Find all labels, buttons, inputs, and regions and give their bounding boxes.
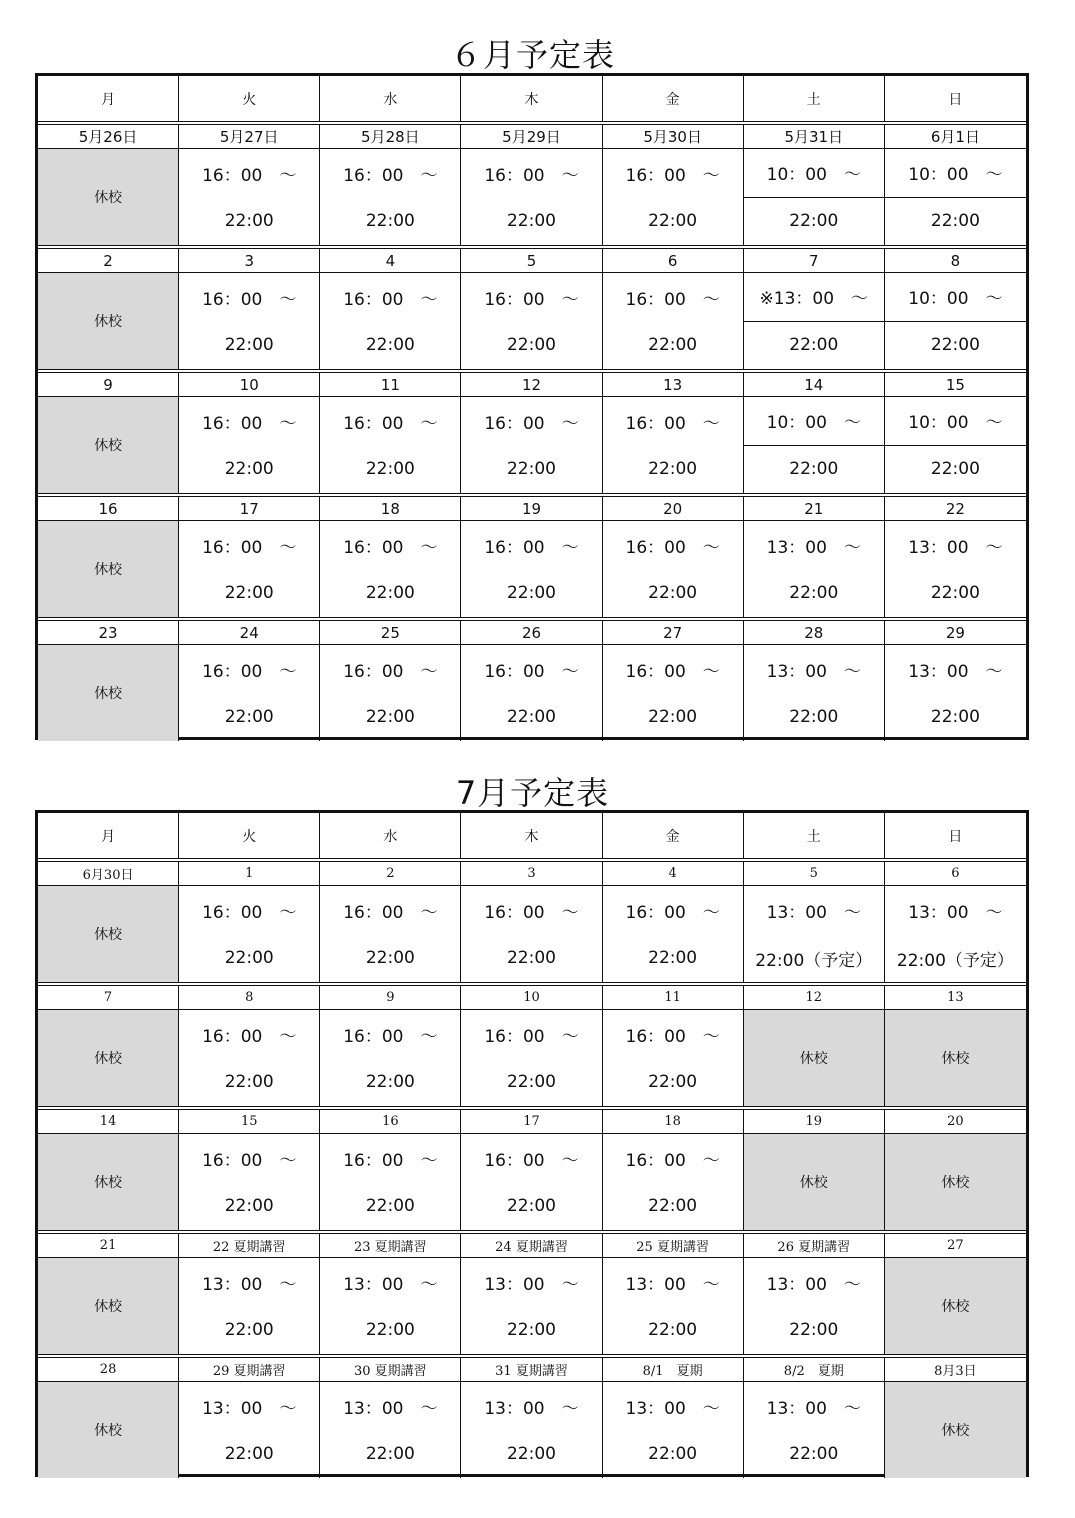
end-time: 22:00 bbox=[648, 1196, 698, 1216]
july-title: 7月予定表 bbox=[455, 774, 610, 812]
weekday-label: 金 bbox=[603, 76, 744, 121]
hours-row bbox=[38, 521, 1026, 617]
hours-cell bbox=[603, 521, 744, 617]
end-time: 22:00 bbox=[648, 948, 698, 968]
start-time: 16：00 ～ bbox=[625, 1026, 720, 1047]
end-time: 22:00 bbox=[224, 1196, 274, 1216]
date-label: 8 bbox=[950, 251, 961, 270]
week-row bbox=[38, 497, 1026, 621]
end-time: 22:00 bbox=[648, 1320, 698, 1340]
date-label: 17 bbox=[179, 497, 320, 520]
closed-cell: 休校 bbox=[38, 521, 179, 617]
july-calendar bbox=[35, 810, 1029, 1477]
hours-cell bbox=[179, 1010, 320, 1106]
start-time: 10：00 ～ bbox=[744, 397, 884, 446]
end-time: 22:00 bbox=[506, 583, 556, 603]
weekday-label: 金 bbox=[603, 813, 744, 858]
end-time: 22:00 bbox=[930, 459, 980, 480]
hours-cell bbox=[461, 1258, 602, 1354]
start-time: 13：00 ～ bbox=[908, 902, 1003, 923]
date-label: 29 夏期講習 bbox=[179, 1358, 320, 1381]
end-time: 22:00 bbox=[789, 335, 839, 356]
date-label: 29 bbox=[945, 623, 965, 642]
date-label: 18 bbox=[320, 497, 461, 520]
end-time: 22:00 bbox=[224, 1072, 274, 1092]
date-row bbox=[38, 249, 1026, 273]
date-label: 3 bbox=[461, 862, 602, 885]
date-label: 5 bbox=[461, 249, 602, 272]
start-time: 16：00 ～ bbox=[484, 1026, 579, 1047]
start-time: 16：00 ～ bbox=[625, 537, 720, 558]
start-time: 13：00 ～ bbox=[908, 537, 1003, 558]
date-label: 6 bbox=[951, 866, 960, 881]
date-row bbox=[38, 1358, 1026, 1382]
date-label: 5月27日 bbox=[179, 125, 320, 148]
date-label: 6 bbox=[603, 249, 744, 272]
hours-cell bbox=[744, 1258, 885, 1354]
end-time: 22:00 bbox=[506, 1444, 556, 1464]
weekday-label: 日 bbox=[948, 91, 963, 108]
hours-cell bbox=[885, 645, 1026, 741]
start-time: 16：00 ～ bbox=[202, 661, 297, 682]
start-time: 16：00 ～ bbox=[625, 165, 720, 186]
date-label: 5月26日 bbox=[38, 125, 179, 148]
closed-cell: 休校 bbox=[38, 273, 179, 369]
date-label: 16 bbox=[38, 497, 179, 520]
hours-cell bbox=[320, 397, 461, 493]
end-time: 22:00 bbox=[365, 1196, 415, 1216]
end-time: 22:00 bbox=[365, 948, 415, 968]
date-row bbox=[38, 497, 1026, 521]
hours-cell bbox=[603, 149, 744, 245]
date-label: 2 bbox=[38, 249, 179, 272]
end-time: 22:00 bbox=[930, 335, 980, 356]
date-label: 11 bbox=[320, 373, 461, 396]
date-row bbox=[38, 373, 1026, 397]
hours-cell bbox=[461, 521, 602, 617]
end-time: 22:00 bbox=[648, 335, 698, 355]
closed-cell: 休校 bbox=[38, 645, 179, 741]
start-time: 16：00 ～ bbox=[343, 1026, 438, 1047]
date-label: 24 bbox=[179, 621, 320, 644]
start-time: 16：00 ～ bbox=[202, 1150, 297, 1171]
hours-cell bbox=[603, 1382, 744, 1478]
date-label: 5月30日 bbox=[603, 125, 744, 148]
date-label: 12 bbox=[461, 373, 602, 396]
hours-cell bbox=[461, 645, 602, 741]
start-time: 13：00 ～ bbox=[766, 1274, 861, 1295]
end-time: 22:00 bbox=[648, 1072, 698, 1092]
start-time: 16：00 ～ bbox=[625, 289, 720, 310]
date-label: 2 bbox=[320, 862, 461, 885]
start-time: 13：00 ～ bbox=[202, 1398, 297, 1419]
date-label: 18 bbox=[603, 1110, 744, 1133]
start-time: 16：00 ～ bbox=[484, 165, 579, 186]
end-time: 22:00 bbox=[224, 459, 274, 479]
end-time: 22:00 bbox=[224, 335, 274, 355]
hours-cell bbox=[320, 1134, 461, 1230]
date-label: 17 bbox=[461, 1110, 602, 1133]
hours-cell bbox=[179, 1258, 320, 1354]
start-time: 16：00 ～ bbox=[202, 165, 297, 186]
weekday-label: 月 bbox=[38, 813, 179, 858]
date-label: 23 夏期講習 bbox=[320, 1234, 461, 1257]
hours-cell bbox=[461, 397, 602, 493]
hours-cell bbox=[461, 1134, 602, 1230]
start-time: 16：00 ～ bbox=[484, 537, 579, 558]
start-time: 13：00 ～ bbox=[484, 1274, 579, 1295]
start-time: 16：00 ～ bbox=[343, 413, 438, 434]
date-label: 30 夏期講習 bbox=[320, 1358, 461, 1381]
date-label: 21 bbox=[38, 1234, 179, 1257]
start-time: 13：00 ～ bbox=[766, 902, 861, 923]
week-row bbox=[38, 862, 1026, 986]
end-time: 22:00 bbox=[365, 459, 415, 479]
weekday-label: 月 bbox=[38, 76, 179, 121]
start-time: 13：00 ～ bbox=[343, 1274, 438, 1295]
weekday-label: 土 bbox=[744, 813, 885, 858]
date-label: 22 夏期講習 bbox=[179, 1234, 320, 1257]
end-time: 22:00 bbox=[930, 211, 980, 232]
start-time: 16：00 ～ bbox=[625, 661, 720, 682]
week-row bbox=[38, 1110, 1026, 1234]
week-row bbox=[38, 249, 1026, 373]
hours-cell bbox=[179, 521, 320, 617]
week-row bbox=[38, 986, 1026, 1110]
closed-cell: 休校 bbox=[744, 1134, 885, 1230]
weekday-header bbox=[38, 76, 1026, 125]
hours-row bbox=[38, 1010, 1026, 1106]
start-time: 16：00 ～ bbox=[202, 537, 297, 558]
date-label: 13 bbox=[947, 990, 964, 1005]
hours-row bbox=[38, 1382, 1026, 1478]
date-label: 5月31日 bbox=[744, 125, 885, 148]
end-time: 22:00 bbox=[789, 459, 839, 480]
hours-cell bbox=[179, 1134, 320, 1230]
closed-cell: 休校 bbox=[885, 1134, 1026, 1230]
hours-cell bbox=[320, 886, 461, 982]
end-time: 22:00 bbox=[224, 1320, 274, 1340]
start-time: 16：00 ～ bbox=[202, 413, 297, 434]
date-label: 5 bbox=[744, 862, 885, 885]
date-label: 8 bbox=[179, 986, 320, 1009]
weekday-label: 土 bbox=[744, 76, 885, 121]
end-time: 22:00 bbox=[224, 948, 274, 968]
date-label: 3 bbox=[179, 249, 320, 272]
start-time: 16：00 ～ bbox=[343, 165, 438, 186]
start-time: 16：00 ～ bbox=[484, 1150, 579, 1171]
hours-cell bbox=[885, 149, 1026, 245]
date-label: 5月28日 bbox=[320, 125, 461, 148]
end-time: 22:00 bbox=[789, 211, 839, 232]
hours-cell bbox=[320, 1382, 461, 1478]
hours-cell bbox=[744, 1382, 885, 1478]
date-label: 13 bbox=[603, 373, 744, 396]
end-time: 22:00 bbox=[506, 1196, 556, 1216]
date-label: 5月29日 bbox=[461, 125, 602, 148]
end-time: 22:00 bbox=[506, 707, 556, 727]
date-label: 6月1日 bbox=[930, 128, 980, 146]
end-time: 22:00 bbox=[789, 707, 839, 727]
end-time: 22:00 bbox=[365, 1072, 415, 1092]
weekday-label: 木 bbox=[461, 813, 602, 858]
hours-cell bbox=[320, 521, 461, 617]
start-time: 16：00 ～ bbox=[343, 537, 438, 558]
start-time: 16：00 ～ bbox=[484, 413, 579, 434]
hours-cell bbox=[179, 273, 320, 369]
hours-cell bbox=[744, 645, 885, 741]
date-label: 15 bbox=[179, 1110, 320, 1133]
hours-cell bbox=[744, 397, 885, 493]
end-time: 22:00 bbox=[224, 583, 274, 603]
hours-cell bbox=[179, 397, 320, 493]
end-time: 22:00 bbox=[365, 211, 415, 231]
date-label: 8月3日 bbox=[934, 1364, 977, 1379]
start-time: 13：00 ～ bbox=[625, 1274, 720, 1295]
hours-cell bbox=[461, 273, 602, 369]
start-time: 13：00 ～ bbox=[908, 661, 1003, 682]
date-label: 15 bbox=[945, 375, 965, 394]
hours-cell bbox=[179, 886, 320, 982]
june-title: ６月予定表 bbox=[449, 36, 615, 74]
weekday-label: 日 bbox=[948, 828, 963, 845]
date-label: 7 bbox=[744, 249, 885, 272]
date-row bbox=[38, 862, 1026, 886]
date-row bbox=[38, 1234, 1026, 1258]
week-row bbox=[38, 125, 1026, 249]
date-label: 20 bbox=[603, 497, 744, 520]
closed-cell: 休校 bbox=[885, 1258, 1026, 1354]
weekday-label: 水 bbox=[320, 813, 461, 858]
date-label: 12 bbox=[744, 986, 885, 1009]
date-label: 27 bbox=[603, 621, 744, 644]
end-time: 22:00 bbox=[930, 583, 980, 603]
date-label: 11 bbox=[603, 986, 744, 1009]
start-time: 16：00 ～ bbox=[202, 902, 297, 923]
hours-cell bbox=[603, 645, 744, 741]
date-label: 20 bbox=[947, 1114, 964, 1129]
hours-cell bbox=[885, 273, 1026, 369]
end-time: 22:00 bbox=[506, 335, 556, 355]
week-row bbox=[38, 373, 1026, 497]
start-time: 13：00 ～ bbox=[766, 661, 861, 682]
date-row bbox=[38, 986, 1026, 1010]
closed-cell: 休校 bbox=[38, 149, 179, 245]
start-time: 13：00 ～ bbox=[202, 1274, 297, 1295]
end-time: 22:00 bbox=[506, 1320, 556, 1340]
hours-row bbox=[38, 1134, 1026, 1230]
date-label: 10 bbox=[461, 986, 602, 1009]
end-time: 22:00 bbox=[224, 707, 274, 727]
end-time: 22:00 bbox=[224, 211, 274, 231]
date-label: 28 bbox=[38, 1358, 179, 1381]
hours-row bbox=[38, 886, 1026, 982]
hours-row bbox=[38, 1258, 1026, 1354]
end-time: 22:00 bbox=[506, 948, 556, 968]
date-label: 9 bbox=[38, 373, 179, 396]
weekday-header bbox=[38, 813, 1026, 862]
hours-cell bbox=[885, 521, 1026, 617]
date-label: 4 bbox=[320, 249, 461, 272]
weekday-label: 火 bbox=[179, 813, 320, 858]
hours-cell bbox=[461, 149, 602, 245]
hours-cell bbox=[603, 1010, 744, 1106]
date-label: 22 bbox=[945, 499, 965, 518]
end-time: 22:00 bbox=[506, 459, 556, 479]
start-time: 16：00 ～ bbox=[202, 289, 297, 310]
closed-cell: 休校 bbox=[38, 397, 179, 493]
hours-cell bbox=[461, 1382, 602, 1478]
start-time: 13：00 ～ bbox=[766, 537, 861, 558]
end-time: 22:00 bbox=[648, 459, 698, 479]
start-time: 10：00 ～ bbox=[885, 273, 1026, 322]
start-time: 16：00 ～ bbox=[484, 289, 579, 310]
hours-row bbox=[38, 397, 1026, 493]
closed-cell: 休校 bbox=[885, 1010, 1026, 1106]
june-calendar bbox=[35, 73, 1029, 740]
week-row bbox=[38, 1234, 1026, 1358]
closed-cell: 休校 bbox=[38, 886, 179, 982]
date-label: 24 夏期講習 bbox=[461, 1234, 602, 1257]
end-time: 22:00（予定） bbox=[896, 950, 1014, 971]
date-label: 1 bbox=[179, 862, 320, 885]
date-label: 27 bbox=[947, 1238, 964, 1253]
start-time: 16：00 ～ bbox=[484, 661, 579, 682]
closed-cell: 休校 bbox=[885, 1382, 1026, 1478]
start-time: 10：00 ～ bbox=[885, 397, 1026, 446]
start-time: 13：00 ～ bbox=[766, 1398, 861, 1419]
date-label: 7 bbox=[38, 986, 179, 1009]
hours-row bbox=[38, 149, 1026, 245]
weekday-label: 木 bbox=[461, 76, 602, 121]
weekday-label: 水 bbox=[320, 76, 461, 121]
hours-cell bbox=[744, 886, 885, 982]
closed-cell: 休校 bbox=[38, 1010, 179, 1106]
hours-cell bbox=[744, 273, 885, 369]
end-time: 22:00 bbox=[365, 1320, 415, 1340]
end-time: 22:00 bbox=[930, 707, 980, 727]
date-row bbox=[38, 621, 1026, 645]
end-time: 22:00 bbox=[648, 583, 698, 603]
hours-cell bbox=[603, 273, 744, 369]
hours-row bbox=[38, 273, 1026, 369]
week-row bbox=[38, 621, 1026, 741]
date-row bbox=[38, 1110, 1026, 1134]
start-time: 16：00 ～ bbox=[625, 1150, 720, 1171]
hours-cell bbox=[603, 397, 744, 493]
date-label: 4 bbox=[603, 862, 744, 885]
hours-cell bbox=[320, 1258, 461, 1354]
date-label: 19 bbox=[744, 1110, 885, 1133]
start-time: 16：00 ～ bbox=[625, 902, 720, 923]
start-time: 16：00 ～ bbox=[343, 1150, 438, 1171]
hours-cell bbox=[603, 886, 744, 982]
hours-cell bbox=[179, 1382, 320, 1478]
date-label: 31 夏期講習 bbox=[461, 1358, 602, 1381]
closed-cell: 休校 bbox=[38, 1382, 179, 1478]
hours-cell bbox=[320, 1010, 461, 1106]
date-label: 9 bbox=[320, 986, 461, 1009]
start-time: 16：00 ～ bbox=[343, 902, 438, 923]
start-time: 16：00 ～ bbox=[343, 289, 438, 310]
hours-cell bbox=[744, 521, 885, 617]
hours-cell bbox=[320, 149, 461, 245]
hours-row bbox=[38, 645, 1026, 741]
date-label: 10 bbox=[179, 373, 320, 396]
hours-cell bbox=[461, 886, 602, 982]
date-label: 6月30日 bbox=[38, 862, 179, 885]
date-label: 26 bbox=[461, 621, 602, 644]
end-time: 22:00 bbox=[365, 1444, 415, 1464]
hours-cell bbox=[320, 273, 461, 369]
start-time: 16：00 ～ bbox=[343, 661, 438, 682]
end-time: 22:00 bbox=[648, 1444, 698, 1464]
hours-cell bbox=[179, 149, 320, 245]
date-label: 14 bbox=[744, 373, 885, 396]
end-time: 22:00 bbox=[365, 583, 415, 603]
hours-cell bbox=[320, 645, 461, 741]
start-time: 16：00 ～ bbox=[484, 902, 579, 923]
date-label: 26 夏期講習 bbox=[744, 1234, 885, 1257]
end-time: 22:00 bbox=[506, 1072, 556, 1092]
end-time: 22:00 bbox=[789, 583, 839, 603]
end-time: 22:00 bbox=[648, 707, 698, 727]
hours-cell bbox=[603, 1258, 744, 1354]
date-label: 16 bbox=[320, 1110, 461, 1133]
date-label: 25 夏期講習 bbox=[603, 1234, 744, 1257]
date-row bbox=[38, 125, 1026, 149]
date-label: 23 bbox=[38, 621, 179, 644]
date-label: 25 bbox=[320, 621, 461, 644]
start-time: 16：00 ～ bbox=[202, 1026, 297, 1047]
weekday-label: 火 bbox=[179, 76, 320, 121]
hours-cell bbox=[461, 1010, 602, 1106]
hours-cell bbox=[179, 645, 320, 741]
hours-cell bbox=[744, 149, 885, 245]
start-time: 13：00 ～ bbox=[484, 1398, 579, 1419]
start-time: ※13：00 ～ bbox=[744, 273, 884, 322]
start-time: 10：00 ～ bbox=[885, 149, 1026, 198]
date-label: 28 bbox=[744, 621, 885, 644]
closed-cell: 休校 bbox=[38, 1258, 179, 1354]
hours-cell bbox=[885, 397, 1026, 493]
start-time: 13：00 ～ bbox=[625, 1398, 720, 1419]
hours-cell bbox=[603, 1134, 744, 1230]
date-label: 8/2 夏期 bbox=[744, 1358, 885, 1381]
end-time: 22:00 bbox=[365, 335, 415, 355]
date-label: 19 bbox=[461, 497, 602, 520]
end-time: 22:00 bbox=[789, 1320, 839, 1340]
closed-cell: 休校 bbox=[744, 1010, 885, 1106]
start-time: 10：00 ～ bbox=[744, 149, 884, 198]
end-time: 22:00（予定） bbox=[755, 950, 873, 971]
date-label: 8/1 夏期 bbox=[603, 1358, 744, 1381]
start-time: 16：00 ～ bbox=[625, 413, 720, 434]
end-time: 22:00 bbox=[506, 211, 556, 231]
date-label: 21 bbox=[744, 497, 885, 520]
end-time: 22:00 bbox=[789, 1444, 839, 1464]
closed-cell: 休校 bbox=[38, 1134, 179, 1230]
hours-cell bbox=[885, 886, 1026, 982]
start-time: 13：00 ～ bbox=[343, 1398, 438, 1419]
date-label: 14 bbox=[38, 1110, 179, 1133]
end-time: 22:00 bbox=[365, 707, 415, 727]
week-row bbox=[38, 1358, 1026, 1478]
end-time: 22:00 bbox=[648, 211, 698, 231]
end-time: 22:00 bbox=[224, 1444, 274, 1464]
